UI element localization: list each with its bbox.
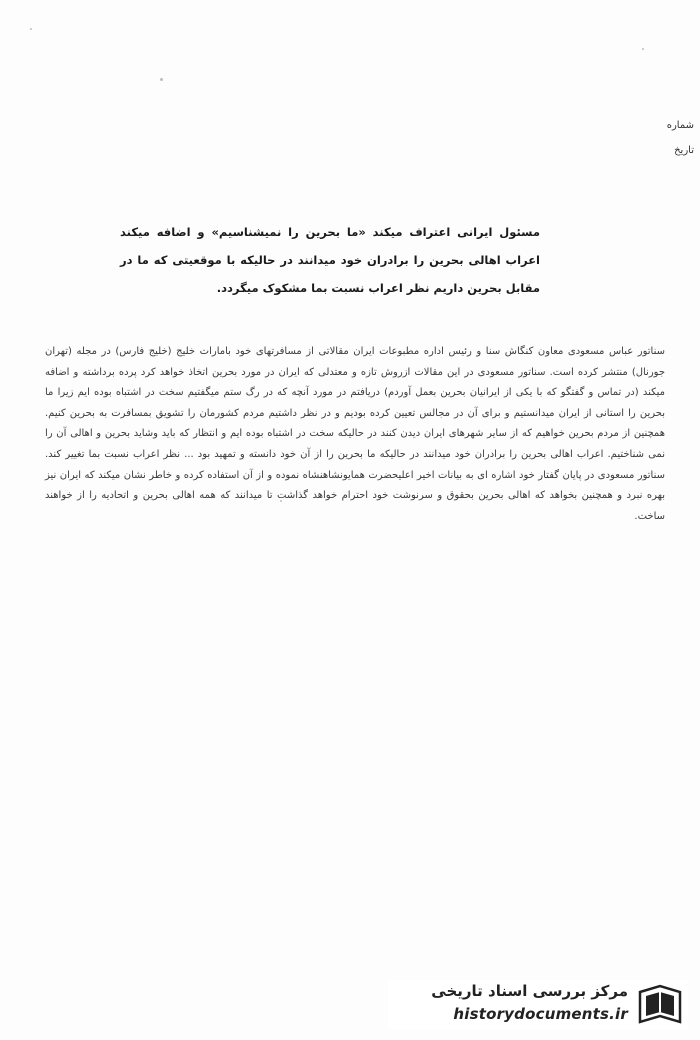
number-label: شماره bbox=[666, 120, 694, 131]
book-emblem-icon bbox=[636, 982, 684, 1028]
scan-speck bbox=[30, 28, 32, 30]
scan-speck bbox=[642, 48, 644, 50]
archive-logo bbox=[388, 980, 688, 1030]
margin-labels bbox=[667, 120, 694, 156]
logo-title: مرکز بررسی اسناد تاریخی bbox=[431, 982, 628, 1000]
document-body: سناتور عباس مسعودی معاون کنگاش سنا و رئیس اداره مطبوعات ایران مقالاتی از مسافرتهای خود بامارات خلیج (خلیج فارس) در مجله (تهران جورنال) منتشر کرده است. سناتور مسعودی در این مقالات ازروش تازه و معتدلی که ایران در مورد بحرین اتخاذ خواهد کرد پرده برداشته و اضافه میکند (در تماس و گفتگو که با یکی از ایرانیان بحرین بعمل آوردم) دریافتم در مورد آنچه که در رگ ستم میگفتیم سخت در اشتباه بوده ایم زیرا ما بحرین را استانی از ایران میدانستیم و برای آن در مجالس تعیین کرده بودیم و در نظر داشتیم مردم کشورمان را تشویق بمسافرت به بحرین کنیم. همچنین از مردم بحرین خواهیم که از سایر شهرهای ایران دیدن کنند در حالیکه سخت در اشتباه بوده ایم و انتظار که باید وشاید بحرین و اهالی آن را نمی شناختیم. اعراب اهالی بحرین را برادران خود میدانند در حالیکه ما بحرین را از آن خود دانسته و تمهید بود ... نظر اعراب نسبت بما تغییر کند. سناتور مسعودی در پایان گفتار خود اشاره ای به بیانات اخیر اعلیحضرت همایونشاهنشاه نموده و از آن استفاده کرده و خاطر نشان میکند که ایران نیز بهره نبرد و همچنین بخواهد که اهالی بحرین بحقوق و سرنوشت خود احترام خواهد گذاشت تا میدانند که همه اهالی بحرین و اتحادیه را از خواهند ساخت. bbox=[45, 346, 665, 522]
document-headline: مسئول ایرانی اعتراف میکند «ما بحرین را نمیشناسیم» و اضافه میکند اعراب اهالی بحرین را برادران خود میدانند در حالیکه با موقعیتی که ما در مقابل بحرین داریم نظر اعراب نسبت بما مشکوک میگردد. bbox=[120, 225, 540, 295]
date-label: تاریخ bbox=[674, 145, 694, 156]
scan-speck bbox=[160, 78, 163, 81]
logo-url: historydocuments.ir bbox=[453, 1005, 628, 1023]
